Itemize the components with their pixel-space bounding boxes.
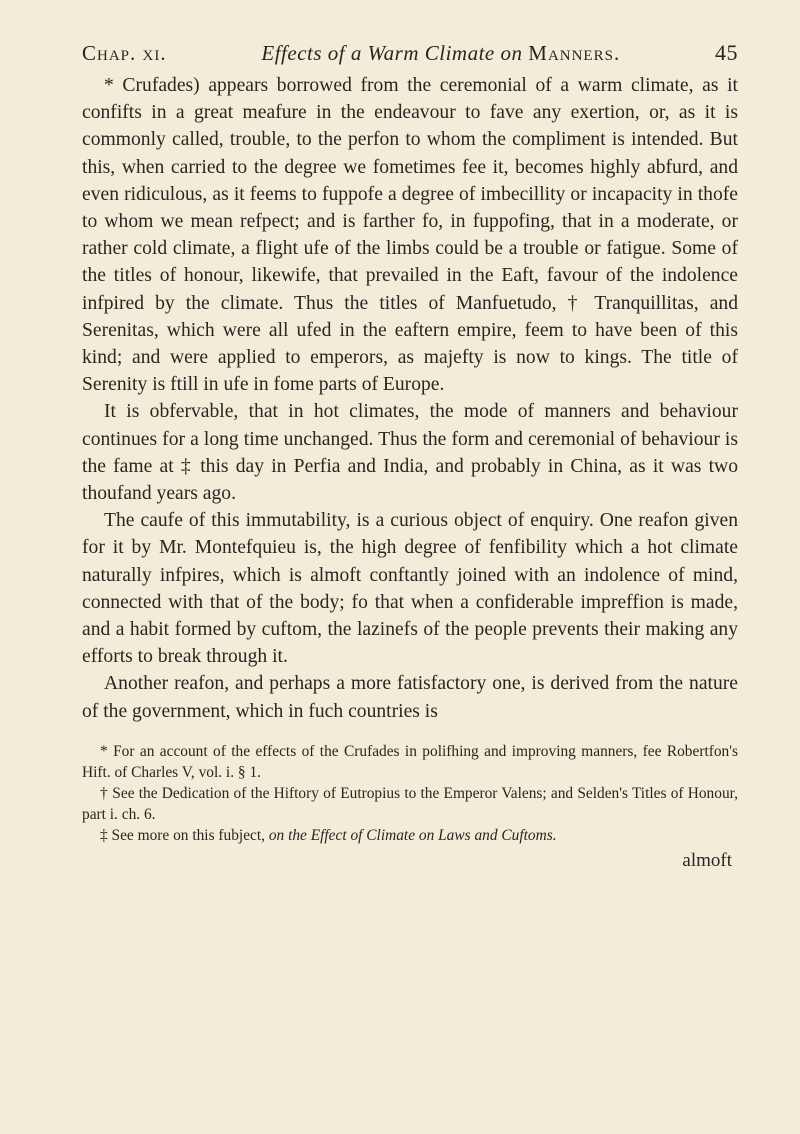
footnote: † See the Dedication of the Hiftory of Eutropius to the Emperor Valens; and Selden's Titles of Honour, part i. ch. 6. [82,784,738,823]
page-number: 45 [714,40,738,65]
running-title-italic: Effects of a Warm Climate on [261,41,523,65]
footnote: * For an account of the effects of the Crufades in polifhing and improving manners, fee Robertfon's Hift. of Charles V, vol. i. § 1. [82,742,738,781]
footnotes [82,741,738,846]
footnote [82,825,738,846]
paragraph: It is obfervable, that in hot climates, the mode of manners and behaviour continues for a long time unchanged. Thus the form and ceremonial of behaviour is the fame at ‡ this day in Perfia and India, and probably in China, as it was two thoufand years ago. [82,401,738,505]
catchword: almoft [682,849,732,871]
main-text [82,72,738,725]
footnote-text: ‡ See more on this fubject, [100,826,265,844]
paragraph: * Crufades) appears borrowed from the ceremonial of a warm climate, as it confifts in a great meafure in the endeavour to fave any exertion, or, as it is commonly called, trouble, to the perfon to whom the compliment is intended. But this, when carried to the degree we fometimes fee it, becomes highly abfurd, and even ridiculous, as it feems to fuppofe a degree of imbecillity or incapacity in thofe to whom we mean refpect; and is farther fo, in fuppofing, that in a moderate, or rather cold climate, a flight ufe of the limbs could be a trouble or fatigue. Some of the titles of honour, likewife, that prevailed in the Eaft, favour of the indolence infpired by the climate. Thus the titles of Manfuetudo, † Tranquillitas, and Serenitas, which were all ufed in the eaftern empire, feem to have been of this kind; and were applied to emperors, as majefty is now to kings. The title of Serenity is ftill in ufe in fome parts of Europe. [82,75,738,396]
running-title [261,41,620,66]
running-title-caps: Manners. [528,41,621,65]
paragraph: The caufe of this immutability, is a curious object of enquiry. One reafon given for it by Mr. Montefquieu is, the high degree of fenfibility which a hot climate naturally infpires, which is almoft conftantly joined with an indolence of mind, connected with that of the body; fo that when a confiderable impreffion is made, and a habit formed by cuftom, the lazinefs of the people prevents their making any efforts to break through it. [82,510,738,668]
paragraph: Another reafon, and perhaps a more fatisfactory one, is derived from the nature of the government, which in fuch countries is [82,673,738,722]
running-header [82,40,738,66]
chapter-label: Chap. xi. [82,41,167,65]
footnote-italic-title: on the Effect of Climate on Laws and Cuftoms. [268,826,557,844]
